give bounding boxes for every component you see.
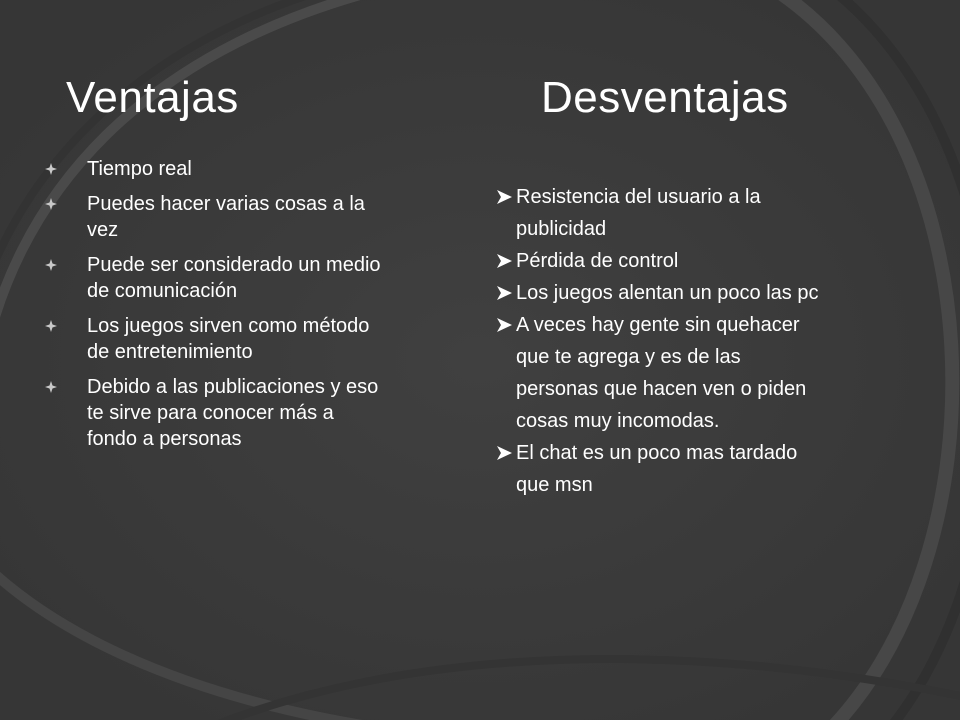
ventajas-list	[45, 156, 385, 461]
ventajas-item-text: Debido a las publicaciones y eso te sirve para conocer más a fondo a personas	[87, 376, 379, 450]
desventajas-item-text: Los juegos alentan un poco las pc	[516, 282, 819, 304]
desventajas-item	[496, 437, 826, 501]
ventajas-item	[45, 191, 385, 243]
ventajas-item-text: Puede ser considerado un medio de comunicación	[87, 254, 381, 302]
diamond-bullet-icon	[45, 320, 57, 332]
desventajas-item-text: A veces hay gente sin quehacer que te agrega y es de las personas que hacen ven o piden cosas muy incomodas.	[516, 314, 807, 432]
diamond-bullet-icon	[45, 381, 57, 393]
diamond-bullet-icon	[45, 198, 57, 210]
diamond-bullet-icon	[45, 163, 57, 175]
diamond-bullet-icon	[45, 259, 57, 271]
arrowhead-bullet-icon	[496, 190, 512, 204]
ventajas-item	[45, 313, 385, 365]
desventajas-item	[496, 245, 826, 277]
desventajas-item	[496, 181, 826, 245]
desventajas-item	[496, 277, 826, 309]
arrowhead-bullet-icon	[496, 446, 512, 460]
arrowhead-bullet-icon	[496, 286, 512, 300]
ventajas-item-text: Tiempo real	[87, 158, 192, 180]
ventajas-title: Ventajas	[66, 73, 239, 122]
ventajas-item-text: Puedes hacer varias cosas a la vez	[87, 193, 365, 241]
ventajas-item-text: Los juegos sirven como método de entretenimiento	[87, 315, 370, 363]
desventajas-item-text: Pérdida de control	[516, 250, 679, 272]
ventajas-item	[45, 252, 385, 304]
ventajas-item	[45, 156, 385, 182]
arrowhead-bullet-icon	[496, 318, 512, 332]
ventajas-item	[45, 374, 385, 452]
desventajas-item	[496, 309, 826, 437]
arrowhead-bullet-icon	[496, 254, 512, 268]
desventajas-item-text: Resistencia del usuario a la publicidad	[516, 186, 761, 240]
desventajas-item-text: El chat es un poco mas tardado que msn	[516, 442, 798, 496]
desventajas-list	[496, 181, 826, 501]
desventajas-title: Desventajas	[541, 73, 789, 122]
